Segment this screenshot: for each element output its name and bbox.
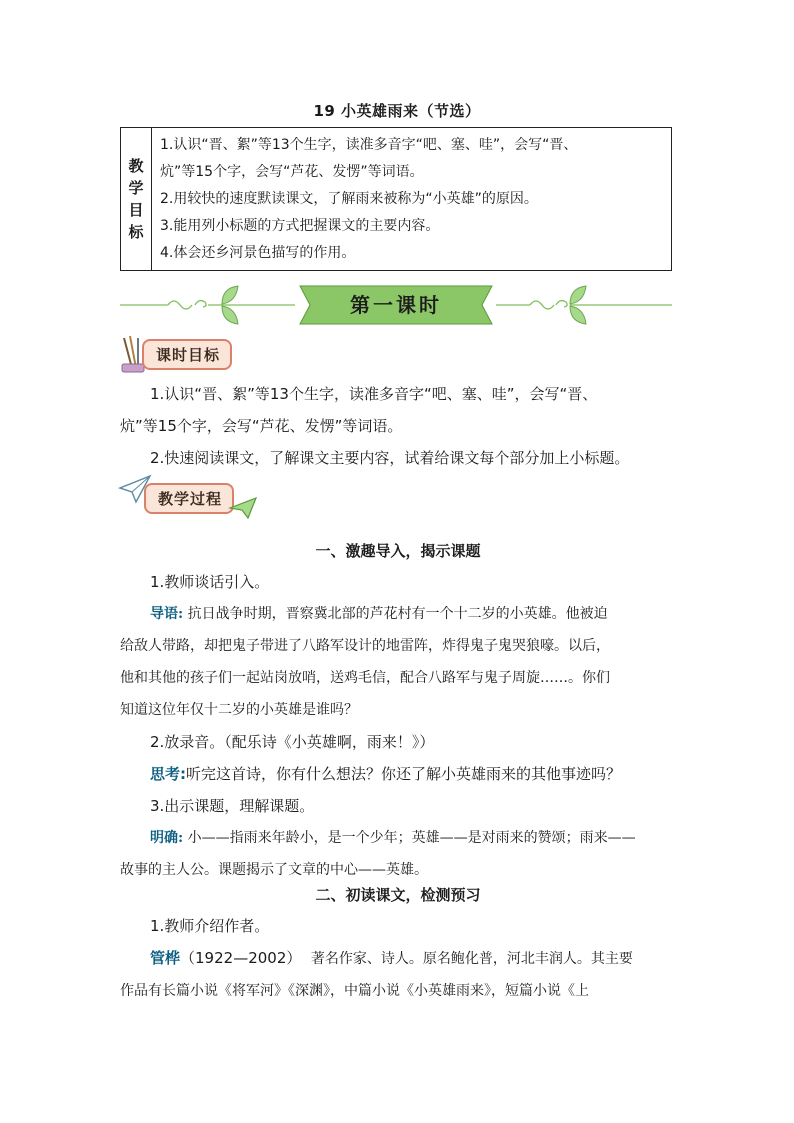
period-goal-line: 2.快速阅读课文，了解课文主要内容，试着给课文每个部分加上小标题。 xyxy=(150,449,630,467)
period-goals-tag xyxy=(118,338,232,370)
section-heading-preview: 二、初读课文，检测预习 xyxy=(315,886,481,904)
period-goal-line: 炕”等15个字，会写“芦花、发愣”等词语。 xyxy=(120,417,403,435)
author-years: （1922—2002） xyxy=(180,949,302,967)
goals-label-char: 标 xyxy=(128,223,144,241)
goals-label-char: 学 xyxy=(128,179,144,197)
banner-title: 第一课时 xyxy=(350,293,442,317)
clarify-line xyxy=(120,822,676,854)
step-text: 3.出示课题，理解课题。 xyxy=(150,797,315,815)
author-text: 著名作家、诗人。原名鲍化普，河北丰润人。其主要 xyxy=(310,951,633,967)
goals-label-char: 目 xyxy=(128,201,144,219)
intro-paragraph-line xyxy=(120,598,676,630)
right-leaf-icon xyxy=(570,286,586,304)
right-vine-ornament xyxy=(496,301,672,309)
think-text: 听完这首诗，你有什么想法？你还了解小英雄雨来的其他事迹吗？ xyxy=(186,765,622,783)
step-text: 2.放录音。（配乐诗《小英雄啊，雨来！》） xyxy=(150,733,435,751)
step-text: 1.教师介绍作者。 xyxy=(150,917,270,935)
left-leaf-icon xyxy=(222,286,238,304)
section-heading-intro: 一、激趣导入，揭示课题 xyxy=(315,542,481,560)
think-keyword: 思考: xyxy=(150,765,186,783)
left-leaf-icon xyxy=(222,306,238,324)
think-line xyxy=(120,758,676,790)
goal-line: 炕”等15个字，会写“芦花、发愣”等词语。 xyxy=(160,164,424,180)
intro-paragraph-line: 他和其他的孩子们一起站岗放哨，送鸡毛信，配合八路军与鬼子周旋……。你们 xyxy=(120,670,610,686)
clarify-line: 故事的主人公。课题揭示了文章的中心——英雄。 xyxy=(120,862,428,878)
period-goals-label: 课时目标 xyxy=(142,339,232,370)
step-text: 1.教师谈话引入。 xyxy=(150,573,270,591)
intro-text: 抗日战争时期，晋察冀北部的芦花村有一个十二岁的小英雄。他被迫 xyxy=(187,606,608,622)
process-tag xyxy=(118,482,258,514)
teaching-goals-list xyxy=(152,128,671,270)
intro-paragraph-line: 给敌人带路，却把鬼子带进了八路军设计的地雷阵，炸得鬼子鬼哭狼嚎。以后， xyxy=(120,638,610,654)
section-preview-body xyxy=(120,910,676,1007)
author-line xyxy=(120,942,676,975)
intro-keyword: 导语: xyxy=(150,606,184,622)
goal-line: 4.体会还乡河景色描写的作用。 xyxy=(160,245,356,261)
clarify-keyword: 明确: xyxy=(150,830,184,846)
goals-label-char: 教 xyxy=(128,157,144,175)
goal-line: 2.用较快的速度默读课文，了解雨来被称为“小英雄”的原因。 xyxy=(160,191,538,207)
goal-line: 1.认识“晋、絮”等13个生字，读准多音字“吧、塞、哇”，会写“晋、 xyxy=(160,137,578,153)
clarify-text: 小——指雨来年龄小，是一个少年；英雄——是对雨来的赞颂；雨来—— xyxy=(187,830,636,846)
teaching-goals-label xyxy=(121,128,152,270)
teaching-goals-table xyxy=(120,127,672,271)
green-plane-icon xyxy=(228,496,258,520)
section-intro-body xyxy=(120,566,676,886)
period-goals-text xyxy=(120,378,676,474)
lesson-title: 19 小英雄雨来（节选） xyxy=(313,102,481,120)
author-name: 管桦 xyxy=(150,949,181,967)
process-label: 教学过程 xyxy=(144,483,234,514)
lesson-banner xyxy=(120,282,672,328)
author-line: 作品有长篇小说《将军河》《深渊》，中篇小说《小英雄雨来》，短篇小说《上 xyxy=(120,983,589,999)
right-leaf-icon xyxy=(570,306,586,324)
goal-line: 3.能用列小标题的方式把握课文的主要内容。 xyxy=(160,218,440,234)
left-vine-ornament xyxy=(120,301,295,309)
intro-paragraph-line: 知道这位年仅十二岁的小英雄是谁吗？ xyxy=(120,702,358,718)
period-goal-line: 1.认识“晋、絮”等13个生字，读准多音字“吧、塞、哇”，会写“晋、 xyxy=(150,385,598,403)
